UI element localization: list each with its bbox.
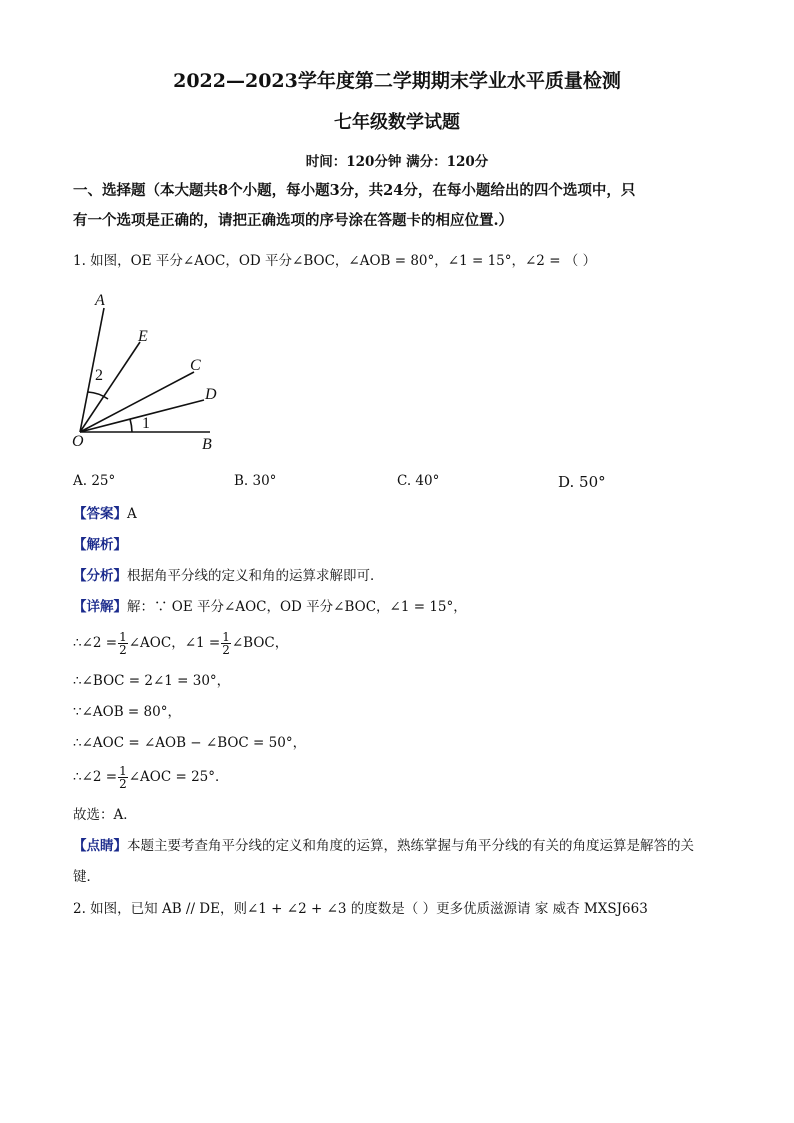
label-a: A xyxy=(95,292,105,309)
fraction-numerator: 1 xyxy=(119,630,127,644)
fraction-half xyxy=(221,631,231,656)
q1-dianjing xyxy=(73,837,694,855)
q1-fenxi xyxy=(73,567,384,585)
q1-answer xyxy=(73,505,137,523)
analysis-tag: 【解析】 xyxy=(73,537,127,553)
xiangjie-tag: 【详解】 xyxy=(73,599,127,615)
q1-step2: ∴∠BOC = 2∠1 = 30°， xyxy=(73,673,231,689)
step1-part-b: ∠AOC，∠1 = xyxy=(128,635,221,651)
q1-option-d: D. 50° xyxy=(558,473,606,491)
fraction-half xyxy=(118,765,128,790)
q1-figure xyxy=(66,288,236,460)
fraction-denominator: 2 xyxy=(119,777,127,791)
label-angle-1: 1 xyxy=(142,415,150,432)
section-heading-line1: 一、选择题（本大题共8个小题，每小题3分，共24分，在每小题给出的四个选项中，只 xyxy=(73,182,636,199)
label-b: B xyxy=(202,436,212,453)
fenxi-tag: 【分析】 xyxy=(73,568,127,584)
step5-part-a: ∴∠2 = xyxy=(73,769,118,785)
q1-option-c: C. 40° xyxy=(397,473,440,489)
q1-option-b: B. 30° xyxy=(234,473,277,489)
dianjing-text: 本题主要考查角平分线的定义和角度的运算，熟练掌握与角平分线的有关的角度运算是解答的关 xyxy=(127,838,694,854)
q1-xiangjie xyxy=(73,598,467,616)
step1-part-c: ∠BOC， xyxy=(231,635,289,651)
q1-choose: 故选：A． xyxy=(73,807,137,823)
dianjing-tag: 【点睛】 xyxy=(73,838,127,854)
xiangjie-text: 解：∵ OE 平分∠AOC，OD 平分∠BOC，∠1 = 15°， xyxy=(127,599,467,615)
page-subtitle: 七年级数学试题 xyxy=(334,112,460,133)
q1-step1 xyxy=(73,628,288,658)
q1-step5 xyxy=(73,762,229,792)
q1-analysis-tag xyxy=(73,536,127,554)
section-heading-line2: 有一个选项是正确的，请把正确选项的序号涂在答题卡的相应位置.） xyxy=(73,212,514,229)
label-e: E xyxy=(138,328,148,345)
label-o: O xyxy=(72,433,84,450)
q1-option-a: A. 25° xyxy=(73,473,116,489)
answer-tag: 【答案】 xyxy=(73,506,127,522)
step1-part-a: ∴∠2 = xyxy=(73,635,118,651)
answer-value: A xyxy=(127,506,137,522)
fenxi-text: 根据角平分线的定义和角的运算求解即可． xyxy=(127,568,384,584)
page-title: 2022—2023学年度第二学期期末学业水平质量检测 xyxy=(173,70,621,92)
label-c: C xyxy=(190,357,201,374)
exam-meta: 时间：120分钟 满分：120分 xyxy=(305,154,489,170)
label-d: D xyxy=(205,386,217,403)
q1-step4: ∴∠AOC = ∠AOB − ∠BOC = 50°， xyxy=(73,735,307,751)
label-angle-2: 2 xyxy=(95,367,103,384)
q1-step3: ∵∠AOB = 80°， xyxy=(73,704,181,720)
arc-angle-1 xyxy=(130,419,132,432)
q1-stem: 1. 如图，OE 平分∠AOC，OD 平分∠BOC，∠AOB = 80°，∠1 = 15°，∠2 = （ ） xyxy=(73,253,597,269)
q2-stem: 2. 如图，已知 AB // DE，则∠1 + ∠2 + ∠3 的度数是（ ）更多优质滋源请 家 威杏 MXSJ663 xyxy=(73,901,648,917)
step5-part-b: ∠AOC = 25°． xyxy=(128,769,229,785)
fraction-denominator: 2 xyxy=(222,643,230,657)
fraction-denominator: 2 xyxy=(119,643,127,657)
fraction-half xyxy=(118,631,128,656)
fraction-numerator: 1 xyxy=(222,630,230,644)
fraction-numerator: 1 xyxy=(119,764,127,778)
q1-dianjing-cont: 键． xyxy=(73,869,100,885)
